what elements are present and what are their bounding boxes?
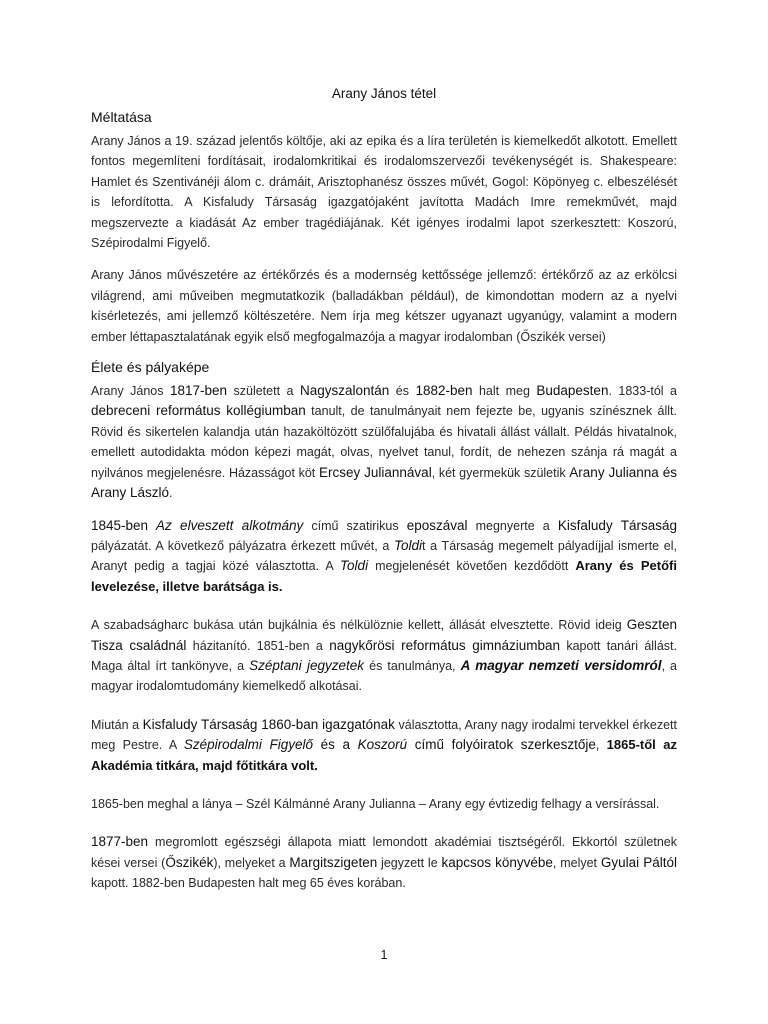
highlight-children: Arany Julianna és Arany László	[91, 464, 677, 501]
highlight-margitsziget: Margitszigeten	[289, 854, 378, 870]
highlight-es-a: és a	[313, 737, 358, 753]
paragraph-meltatas-1: Arany János a 19. század jelentős költője, aki az epika és a líra területén is kiemelkedőt alkotott. Emellett fontos megemlíteni fordításait, irodalomkritikai és irodalomszervezői tevékenységét is. Shakespeare: Hamlet és Szentivánéji álom c. drámáit, Arisztophanész összes művét, Gogol: Köpönyeg c. elbeszélését is lefordította. A Kisfaludy Társaság igazgatójaként javította Madách Imre remekművét, majd megszervezte a kiadását Az ember tragédiájának. Két igényes irodalmi lapot szerkesztett: Koszorú, Szépirodalmi Figyelő.	[91, 134, 677, 251]
text-run: . 1833-tól a	[608, 384, 677, 399]
text-run: , két gyermekük születik	[431, 465, 570, 480]
highlight-birth-year: 1817-ben	[169, 383, 228, 399]
text-run: ), melyeket a	[213, 855, 290, 870]
highlight-gyulai: Gyulai Páltól	[600, 854, 677, 870]
highlight-nagykoros: nagykőrösi református gimnáziumban	[329, 637, 561, 653]
bold-petofi: Arany és Petőfi levelezése, illetve barátsága is.	[91, 558, 677, 594]
highlight-wife: Ercsey Juliannával	[318, 464, 432, 480]
highlight-oszikek: Őszikék	[165, 854, 214, 870]
paragraph-elete-1	[91, 381, 677, 503]
text-run: Arany János	[91, 384, 170, 399]
paragraph-elete-4	[91, 715, 677, 776]
italic-versidom: A magyar nemzeti versidomról	[460, 657, 662, 673]
highlight-kisfaludy: Kisfaludy Társaság	[557, 517, 677, 533]
section-heading-elete: Élete és pályaképe	[91, 359, 210, 376]
italic-szeptani: Széptani jegyzetek	[249, 657, 365, 673]
highlight-kapcsos-konyv: kapcsos könyvébe	[441, 854, 553, 870]
text-run: című szatirikus	[303, 518, 407, 533]
text-run: Miután a	[91, 717, 143, 732]
highlight-birthplace: Nagyszalontán	[299, 383, 390, 399]
text-run: kapott tanári állást. Maga által írt tankönyve, a	[91, 638, 677, 673]
text-run: , melyet	[552, 855, 601, 870]
text-run: jegyzett le	[377, 855, 442, 870]
page-number: 1	[380, 948, 388, 962]
highlight-kisfaludy-1860: Kisfaludy Társaság 1860-ban igazgatónak	[142, 716, 395, 732]
text-run: született a	[227, 384, 300, 399]
highlight-death-year: 1882-ben	[415, 383, 473, 399]
text-run: kapott. 1882-ben Budapesten halt meg 65 éves korában.	[91, 876, 406, 891]
text-run: , a magyar irodalomtudomány kiemelkedő alkotásai.	[91, 658, 677, 694]
highlight-szerkeszto: című folyóiratok szerkesztője	[407, 737, 596, 753]
paragraph-elete-5: 1865-ben meghal a lánya – Szél Kálmánné Arany Julianna – Arany egy évtizedig felhagy a versírással.	[91, 796, 660, 811]
paragraph-meltatas-2: Arany János művészetére az értékőrzés és a modernség kettőssége jellemző: értékőrző az az erkölcsi világrend, ami műveiben megmutatkozik (balladákban például), de kimondottan modern az a nyelvi kísérletezés, ami jellemző költészetére. Nem írja meg kétszer ugyanazt ugyanúgy, valamint a modern ember léttapasztalatának egyik első megfogalmazója a magyar irodalomban (Őszikék versei)	[91, 268, 677, 344]
text-run: tanult, de tanulmányait nem fejezte be, ugyanis színésznek állt. Rövid és sikertelen kalandja után hazaköltözött szülőfalujába és hivatali állást vállalt. Példás hivatalnok, emellett autodidakta módon képezi magát, olvas, nyelvet tanul, fordít, de nehezen szánja rá magát a nyilvános megjelenésre. Házasságot köt	[91, 404, 677, 480]
italic-koszoru: Koszorú	[357, 737, 408, 753]
highlight-year-1845: 1845-ben	[91, 517, 149, 533]
highlight-death-place: Budapesten	[536, 383, 609, 399]
section-heading-meltatas: Méltatása	[91, 109, 152, 125]
text-run: megnyerte a	[467, 518, 558, 533]
text-run: pályázatát. A következő pályázatra érkezett művét, a	[91, 538, 394, 553]
text-run: megromlott egészségi állapota miatt lemondott akadémiai tisztségéről. Ekkortól születnek kései versei (	[91, 835, 677, 870]
text-run: halt meg	[472, 384, 537, 399]
bold-akademia: 1865-től az Akadémia titkára, majd főtitkára volt.	[91, 737, 677, 773]
italic-title: Az elveszett alkotmány	[148, 517, 304, 533]
text-run: és tanulmánya,	[364, 658, 461, 673]
text-run: .	[169, 486, 173, 501]
text-run: ,	[595, 738, 607, 753]
text-run: megjelenését követően kezdődött	[368, 559, 576, 574]
text-run: A szabadságharc bukása után bujkálnia és nélkülöznie kellett, állását elvesztette. Rövid ideig	[91, 618, 627, 633]
italic-toldi: Toldi	[340, 558, 369, 574]
document-page	[91, 86, 677, 906]
text-run: t a Társaság megemelt pályadíjjal ismerte el, Aranyt pedig a tagjai közé választotta. A	[91, 538, 677, 574]
paragraph-elete-3	[91, 615, 677, 697]
highlight-geszt: Geszten Tisza családnál	[91, 617, 677, 653]
italic-figyelo: Szépirodalmi Figyelő	[183, 737, 314, 753]
text-run: házitanító. 1851-ben a	[186, 638, 330, 653]
document-title: Arany János tétel	[331, 86, 437, 101]
highlight-college: debreceni református kollégiumban	[91, 403, 306, 419]
highlight-eposz: eposzával	[406, 517, 468, 533]
highlight-year-1877: 1877-ben	[91, 834, 149, 850]
text-run: választotta, Arany nagy irodalmi tervekkel érkezett meg Pestre. A	[91, 717, 677, 753]
paragraph-elete-2	[91, 516, 677, 598]
paragraph-elete-6	[91, 832, 677, 893]
text-run: és	[389, 384, 416, 399]
italic-toldi: Toldi	[393, 537, 423, 553]
